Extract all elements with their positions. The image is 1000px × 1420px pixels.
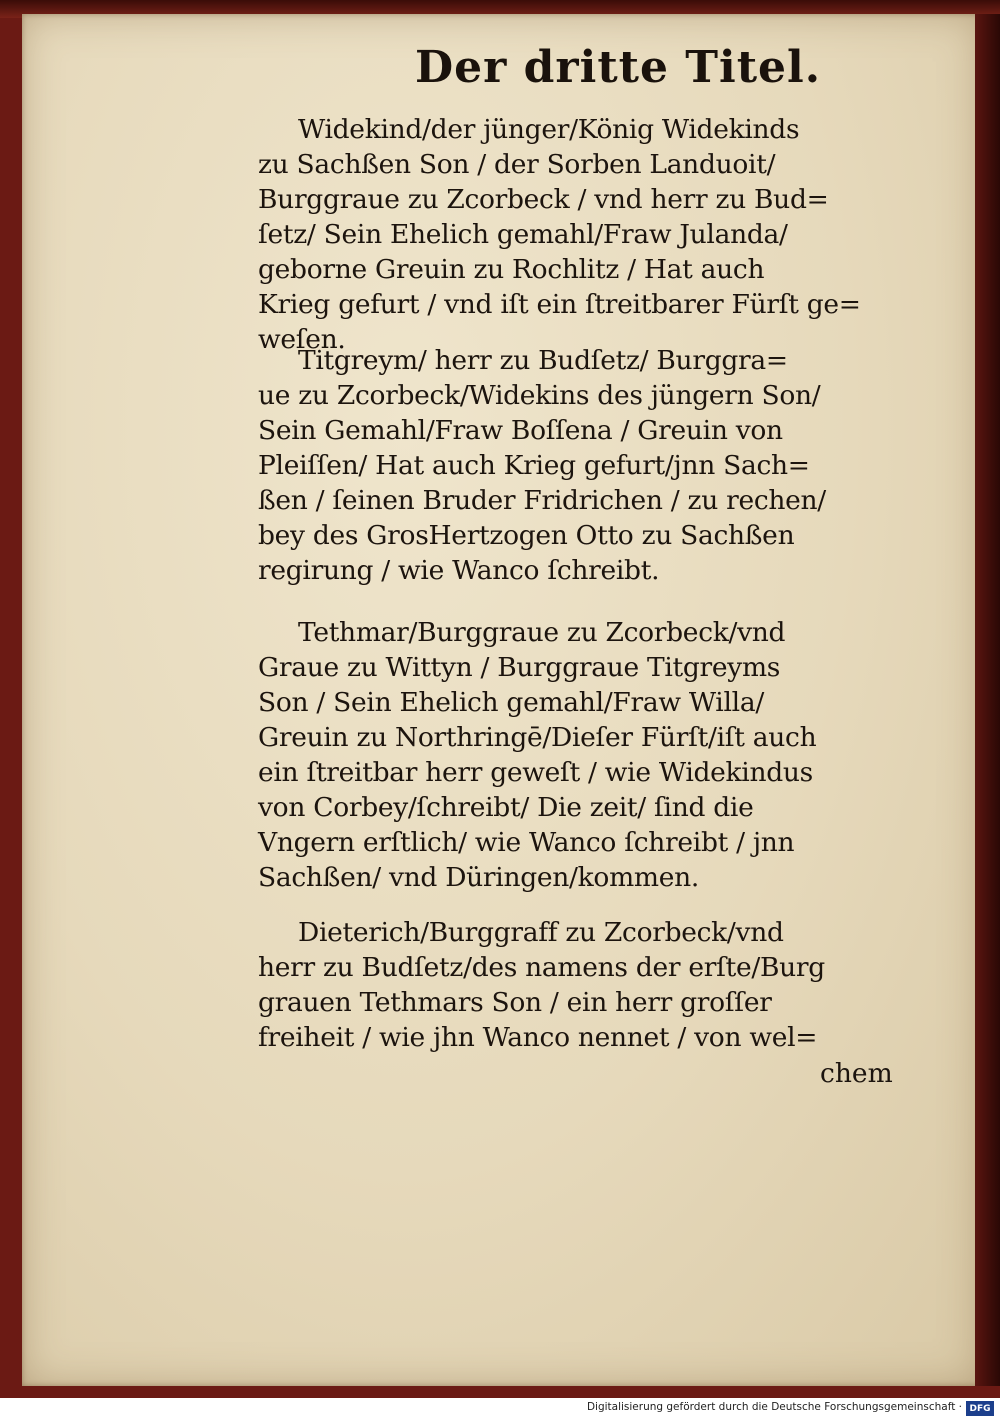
text-line: Widekind/der jünger/König Widekinds — [298, 114, 800, 145]
text-line: grauen Tethmars Son / ein herr groſſer — [258, 987, 772, 1018]
text-line: geborne Greuin zu Rochlitz / Hat auch — [258, 254, 765, 285]
footer-bar — [0, 1398, 1000, 1420]
text-line: Sachßen/ vnd Düringen/kommen. — [258, 862, 699, 893]
text-line: Son / Sein Ehelich gemahl/Fraw Willa/ — [258, 687, 764, 718]
paragraph-titgreym — [258, 343, 883, 588]
text-line: bey des GrosHertzogen Otto zu Sachßen — [258, 520, 795, 551]
text-line: Greuin zu Northringē/Dieſer Fürſt/iſt auch — [258, 722, 817, 753]
text-line: Burggraue zu Zcorbeck / vnd herr zu Bud= — [258, 184, 829, 215]
text-line: zu Sachßen Son / der Sorben Landuoit/ — [258, 149, 776, 180]
text-line: Sein Gemahl/Fraw Boſſena / Greuin von — [258, 415, 783, 446]
paragraph-tethmar — [258, 615, 883, 895]
text-line: Graue zu Wittyn / Burggraue Titgreyms — [258, 652, 781, 683]
text-line: Pleiſſen/ Hat auch Krieg gefurt/jnn Sach= — [258, 450, 810, 481]
text-line: Dieterich/Burggraff zu Zcorbeck/vnd — [298, 917, 784, 948]
page-title: Der dritte Titel. — [415, 42, 822, 93]
text-line: freiheit / wie jhn Wanco nennet / von wel= — [258, 1022, 818, 1053]
text-line: Vngern erſtlich/ wie Wanco ſchreibt / jnn — [258, 827, 795, 858]
text-line: ſetz/ Sein Ehelich gemahl/Fraw Julanda/ — [258, 219, 788, 250]
text-line: Titgreym/ herr zu Budſetz/ Burggra= — [298, 345, 788, 376]
text-line: Tethmar/Burggraue zu Zcorbeck/vnd — [298, 617, 786, 648]
funding-credit: Digitalisierung gefördert durch die Deutsche Forschungsgemeinschaft · — [586, 1401, 962, 1413]
text-line: ein ſtreitbar herr geweſt / wie Widekindus — [258, 757, 813, 788]
paragraph-dieterich — [258, 915, 883, 1055]
book-spine — [975, 14, 1000, 1386]
text-line: Krieg gefurt / vnd iſt ein ſtreitbarer Fürſt ge= — [258, 289, 861, 320]
text-line: regirung / wie Wanco ſchreibt. — [258, 555, 660, 586]
text-line: ue zu Zcorbeck/Widekins des jüngern Son/ — [258, 380, 821, 411]
catchword: chem — [820, 1058, 893, 1089]
text-line: herr zu Budſetz/des namens der erſte/Burg — [258, 952, 825, 983]
text-line: ßen / ſeinen Bruder Fridrichen / zu rechen/ — [258, 485, 826, 516]
text-line: von Corbey/ſchreibt/ Die zeit/ ſind die — [258, 792, 754, 823]
dfg-logo: DFG — [966, 1401, 994, 1416]
paragraph-widekind — [258, 112, 883, 357]
text-line: weſen. — [258, 324, 346, 355]
